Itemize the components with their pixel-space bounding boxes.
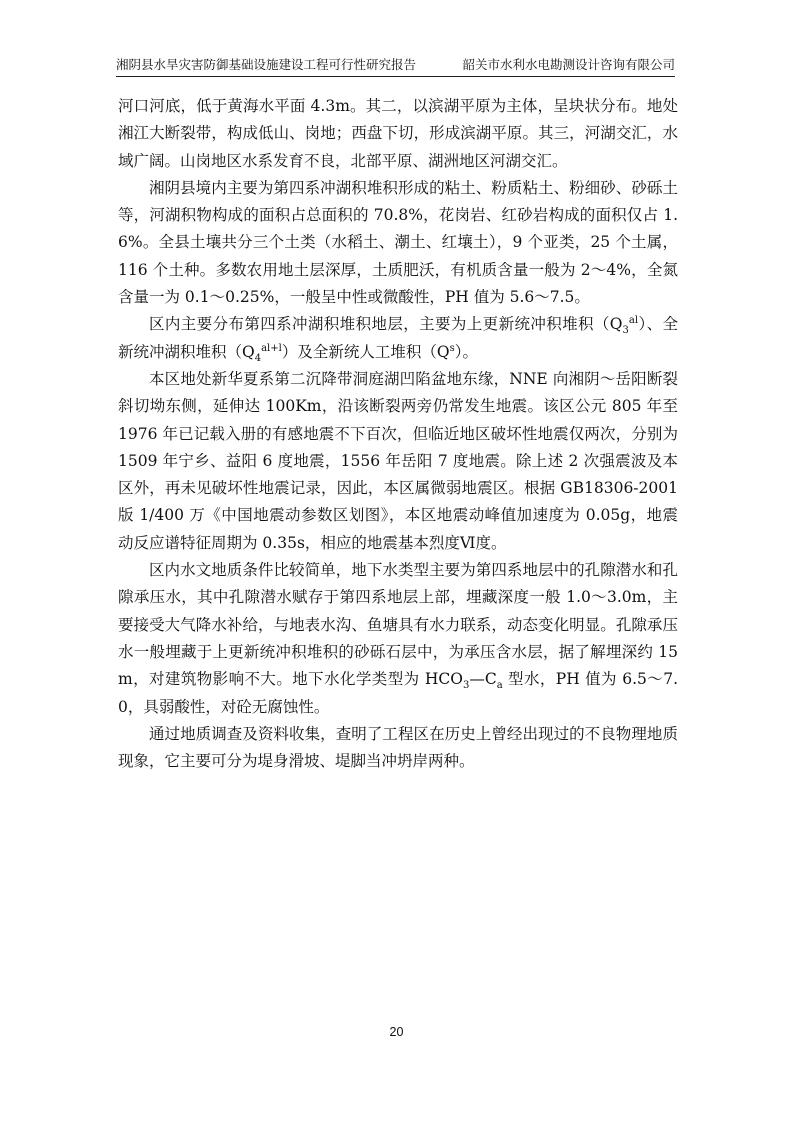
page-number: 20 [389,1025,404,1039]
header-divider [116,76,675,77]
paragraph-landform: 河口河底，低于黄海水平面 4.3m。其二，以滨湖平原为主体，呈块状分布。地处湘江大断裂带，构成低山、岗地；西盘下切，形成滨湖平原。其三，河湖交汇，水域广阔。山岗地区水系发育不良，北部平原、湖洲地区河湖交汇。 [118,97,678,170]
company-name: 韶关市水利水电勘测设计咨询有限公司 [462,57,675,72]
page-header [116,56,675,74]
document-body [118,93,678,775]
paragraph-hydrogeology: 区内水文地质条件比较简单，地下水类型主要为第四系地层中的孔隙潜水和孔隙承压水，其中孔隙潜水赋存于第四系地层上部，埋藏深度一般 1.0～3.0m，主要接受大气降水补给，与地表水沟、鱼塘具有水力联系，动态变化明显。孔隙承压水一般埋藏于上更新统冲积堆积的砂砾石层中，为承压含水层，据了解埋深约 15m，对建筑物影响不大。地下水化学类型为 $HCO_3—C_a$ 型水，PH 值为 6.5～7.0，具弱酸性，对砼无腐蚀性。 [118,561,679,716]
paragraph-adverse-geology: 通过地质调查及资料收集，查明了工程区在历史上曾经出现过的不良物理地质现象，它主要可分为堤身滑坡、堤脚当冲坍岸两种。 [118,724,678,771]
paragraph-seismic: 本区地处新华夏系第二沉降带洞庭湖凹陷盆地东缘，NNE 向湘阴～岳阳断裂斜切坳东侧，延伸达 100Km，沿该断裂两旁仍常发生地震。该区公元 805 年至 1976 年已记载入册的有感地震不下百次，但临近地区破坏性地震仅两次，分别为 1509 年宁乡、益阳 6 度地震，1556 年岳阳 7 度地震。除上述 2 次强震波及本区外，再未见破坏性地震记录，因此，本区属微弱地震区。根据 GB18306-2001 版 1/400 万《中国地震动参数区划图》，本区地震动峰值加速度为 0.05g，地震动反应谱特征周期为 0.35s，相应的地震基本烈度Ⅵ度。 [118,369,678,552]
paragraph-strata: 区内主要分布第四系冲湖积堆积地层，主要为上更新统冲积堆积$(Q_3^{al})$、全新统冲湖积堆积$(Q_4^{al+l})$及全新统人工堆积$(Q^s)$。 [118,315,678,364]
report-title: 湘阴县水旱灾害防御基础设施建设工程可行性研究报告 [116,57,417,72]
paragraph-soil: 湘阴县境内主要为第四系冲湖积堆积形成的粘土、粉质粘土、粉细砂、砂砾土等，河湖积物构成的面积占总面积的 70.8%，花岗岩、红砂岩构成的面积仅占 1.6%。全县土壤共分三个土类（水稻土、潮土、红壤土），9 个亚类，25 个土属，116 个土种。多数农用地土层深厚，土质肥沃，有机质含量一般为 2～4%，全氮含量一为 0.1～0.25%，一般呈中性或微酸性，PH 值为 5.6～7.5。 [118,178,678,307]
